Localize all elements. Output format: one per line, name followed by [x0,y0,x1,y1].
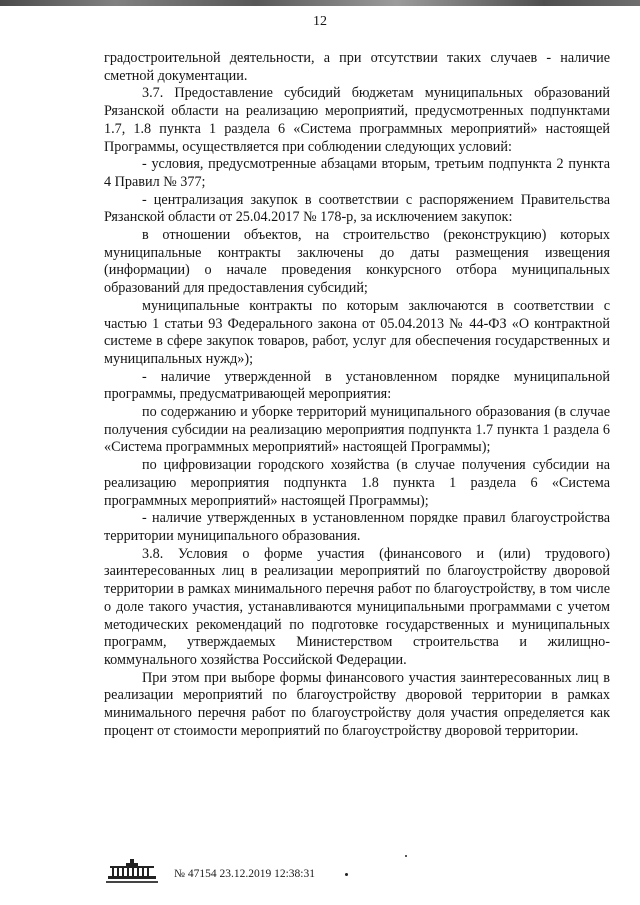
scan-speck [345,873,348,876]
page-number: 12 [313,14,327,29]
paragraph: - централизация закупок в соответствии с распоряжением Правительства Рязанской области от 25.04.2017 № 178-р, за исключением закупок: [104,191,610,226]
scan-edge-artifact [0,0,640,6]
government-building-emblem-icon [104,858,160,886]
paragraph: по цифровизации городского хозяйства (в случае получения субсидии на реализацию мероприятия подпункта 1.8 пункта 1 раздела 6 «Система программных мероприятий» настоящей Программы); [104,457,610,509]
paragraph: 3.7. Предоставление субсидий бюджетам муниципальных образований Рязанской области на реализацию мероприятий, предусмотренных подпунктами 1.7, 1.8 пункта 1 раздела 6 «Система программных мероприятий» настоящей Программы, осуществляется при соблюдении следующих условий: [104,85,610,155]
paragraph: 3.8. Условия о форме участия (финансового и (или) трудового) заинтересованных лиц в реализации мероприятий по благоустройству дворовой территории в рамках минимального перечня работ по благоустройству, в том числе о доле такого участия, устанавливаются муниципальными программами с учетом методических рекомендаций по подготовке государственных и муниципальных программ, утверждаемых Министерством строительства и жилищно-коммунального хозяйства Российской Федерации. [104,545,610,668]
paragraph: - наличие утвержденных в установленном порядке правил благоустройства территории муниципального образования. [104,510,610,544]
paragraph: При этом при выборе формы финансового участия заинтересованных лиц в реализации мероприятий по благоустройству дворовой территории в рамках минимального перечня работ по благоустройству доля участия определяется как процент от стоимости мероприятий по благоустройству дворовой территории. [104,669,610,739]
paragraph: - условия, предусмотренные абзацами вторым, третьим подпункта 2 пункта 4 Правил № 377; [104,156,610,190]
page-footer [104,858,610,886]
document-registration-number: № 47154 23.12.2019 12:38:31 [174,868,315,880]
paragraph: в отношении объектов, на строительство (реконструкцию) которых муниципальные контракты заключены до даты размещения извещения (информации) о начале проведения конкурсного отбора муниципальных образований для предоставления субсидий; [104,227,610,297]
document-body [104,50,610,740]
paragraph: градостроительной деятельности, а при отсутствии таких случаев - наличие сметной документации. [104,50,610,84]
paragraph: муниципальные контракты по которым заключаются в соответствии с частью 1 статьи 93 Федерального закона от 05.04.2013 № 44-ФЗ «О контрактной системе в сфере закупок товаров, работ, услуг для обеспечения государственных и муниципальных нужд»); [104,297,610,367]
paragraph: - наличие утвержденной в установленном порядке муниципальной программы, предусматривающей мероприятия: [104,368,610,403]
scan-speck [405,855,407,857]
paragraph: по содержанию и уборке территорий муниципального образования (в случае получения субсидии на реализацию мероприятия подпункта 1.7 пункта 1 раздела 6 «Система программных мероприятий» настоящей Программы); [104,404,610,456]
